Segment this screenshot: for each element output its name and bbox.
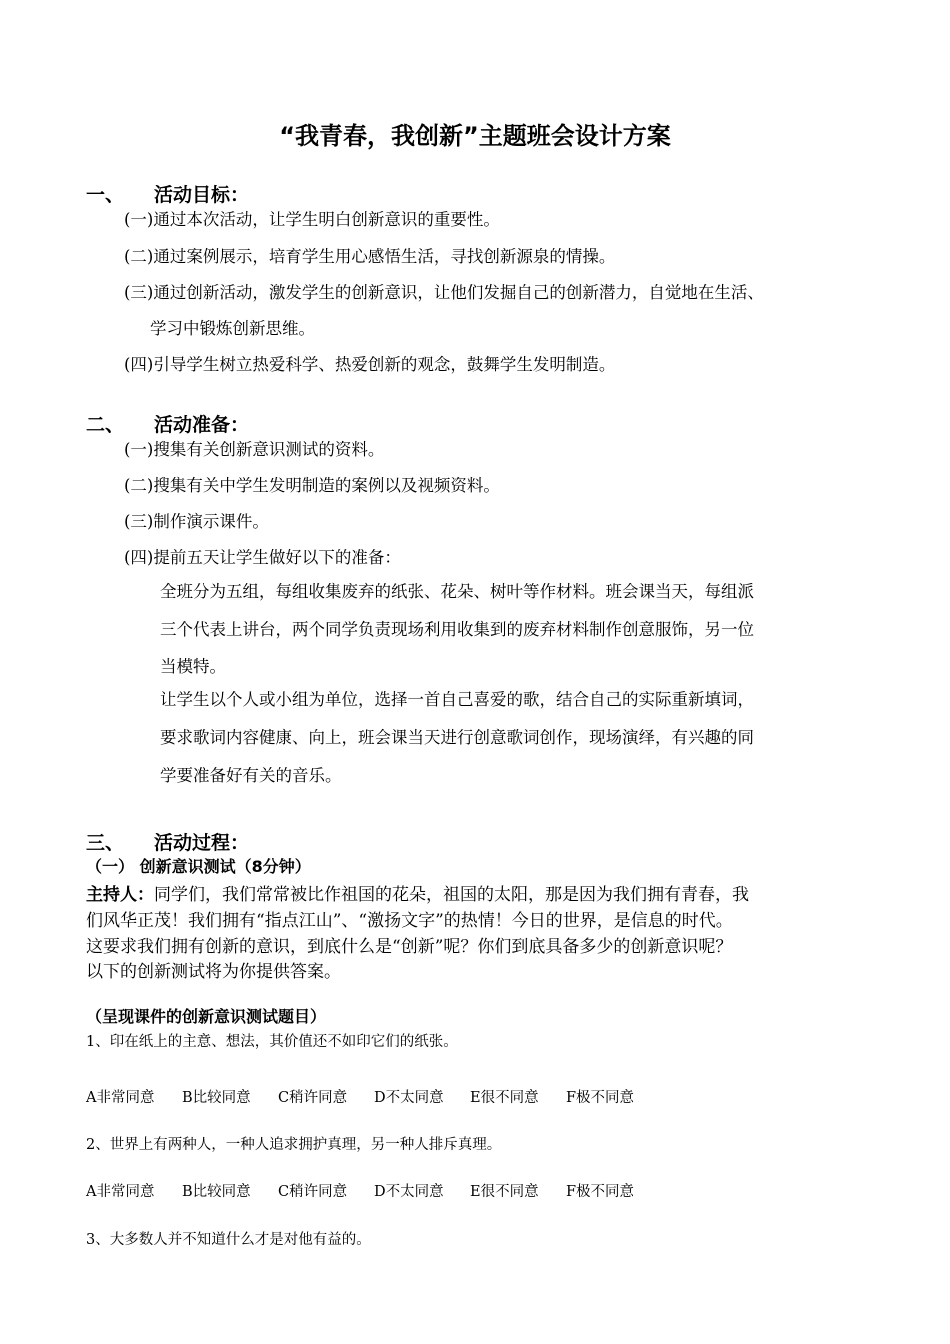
question-item: 2、世界上有两种人，一种人追求拥护真理，另一种人排斥真理。 [86, 1137, 502, 1153]
question-item: 1、印在纸上的主意、想法，其价值还不如印它们的纸张。 [86, 1034, 458, 1050]
host-text: 同学们，我们常常被比作祖国的花朵，祖国的太阳，那是因为我们拥有青春，我 [154, 885, 749, 905]
host-line: 这要求我们拥有创新的意识，到底什么是“创新”呢？你们到底具备多少的创新意识呢？ [86, 937, 733, 957]
section-heading-goals [86, 180, 249, 207]
prep-paragraph-line: 三个代表上讲台，两个同学负责现场利用收集到的废弃材料制作创意服饰，另一位 [160, 620, 754, 639]
subsection-heading: （一） 创新意识测试（8分钟） [86, 857, 311, 876]
option: B比较同意 [182, 1184, 251, 1200]
goal-item-continued: 学习中锻炼创新思维。 [150, 319, 315, 338]
answer-options [86, 1180, 662, 1201]
goal-item: (二)通过案例展示，培育学生用心感悟生活，寻找创新源泉的情操。 [124, 247, 616, 266]
question-item: 3、大多数人并不知道什么才是对他有益的。 [86, 1232, 371, 1248]
prep-item: (一)搜集有关创新意识测试的资料。 [124, 440, 385, 459]
prep-paragraph-line: 当模特。 [160, 657, 226, 676]
section-heading-process [86, 828, 249, 855]
prep-paragraph-line: 学要准备好有关的音乐。 [160, 766, 342, 785]
option: E很不同意 [470, 1090, 539, 1106]
prep-paragraph-line: 让学生以个人或小组为单位，选择一首自己喜爱的歌，结合自己的实际重新填词， [160, 690, 754, 709]
option: D不太同意 [374, 1184, 444, 1200]
option: C稍许同意 [278, 1090, 348, 1106]
option: B比较同意 [182, 1090, 251, 1106]
document-title: “我青春，我创新”主题班会设计方案 [279, 122, 671, 150]
option: A非常同意 [86, 1184, 155, 1200]
section-heading-preparation [86, 410, 249, 437]
prep-item: (四)提前五天让学生做好以下的准备： [124, 548, 401, 567]
section-title: 活动目标： [154, 184, 250, 206]
option: E很不同意 [470, 1184, 539, 1200]
section-title: 活动准备： [154, 414, 250, 436]
section-number: 一、 [86, 184, 125, 206]
goal-item: (四)引导学生树立热爱科学、热爱创新的观念，鼓舞学生发明制造。 [124, 355, 616, 374]
host-label: 主持人： [86, 885, 154, 905]
option: A非常同意 [86, 1090, 155, 1106]
option: F极不同意 [566, 1184, 635, 1200]
option: F极不同意 [566, 1090, 635, 1106]
prep-paragraph-line: 全班分为五组，每组收集废弃的纸张、花朵、树叶等作材料。班会课当天，每组派 [160, 582, 754, 601]
host-line [86, 880, 749, 905]
goal-item: (一)通过本次活动，让学生明白创新意识的重要性。 [124, 210, 500, 229]
section-title: 活动过程： [154, 832, 250, 854]
prep-item: (三)制作演示课件。 [124, 512, 269, 531]
section-number: 三、 [86, 832, 125, 854]
subsection-heading: （呈现课件的创新意识测试题目） [86, 1007, 327, 1026]
option: C稍许同意 [278, 1184, 348, 1200]
host-line: 以下的创新测试将为你提供答案。 [86, 962, 341, 982]
option: D不太同意 [374, 1090, 444, 1106]
section-number: 二、 [86, 414, 125, 436]
prep-item: (二)搜集有关中学生发明制造的案例以及视频资料。 [124, 476, 500, 495]
host-line: 们风华正茂！我们拥有“指点江山”、“激扬文字”的热情！今日的世界，是信息的时代。 [86, 911, 733, 931]
answer-options [86, 1086, 662, 1107]
prep-paragraph-line: 要求歌词内容健康、向上，班会课当天进行创意歌词创作，现场演绎，有兴趣的同 [160, 728, 754, 747]
goal-item: (三)通过创新活动，激发学生的创新意识，让他们发掘自己的创新潜力，自觉地在生活、 [124, 283, 764, 302]
